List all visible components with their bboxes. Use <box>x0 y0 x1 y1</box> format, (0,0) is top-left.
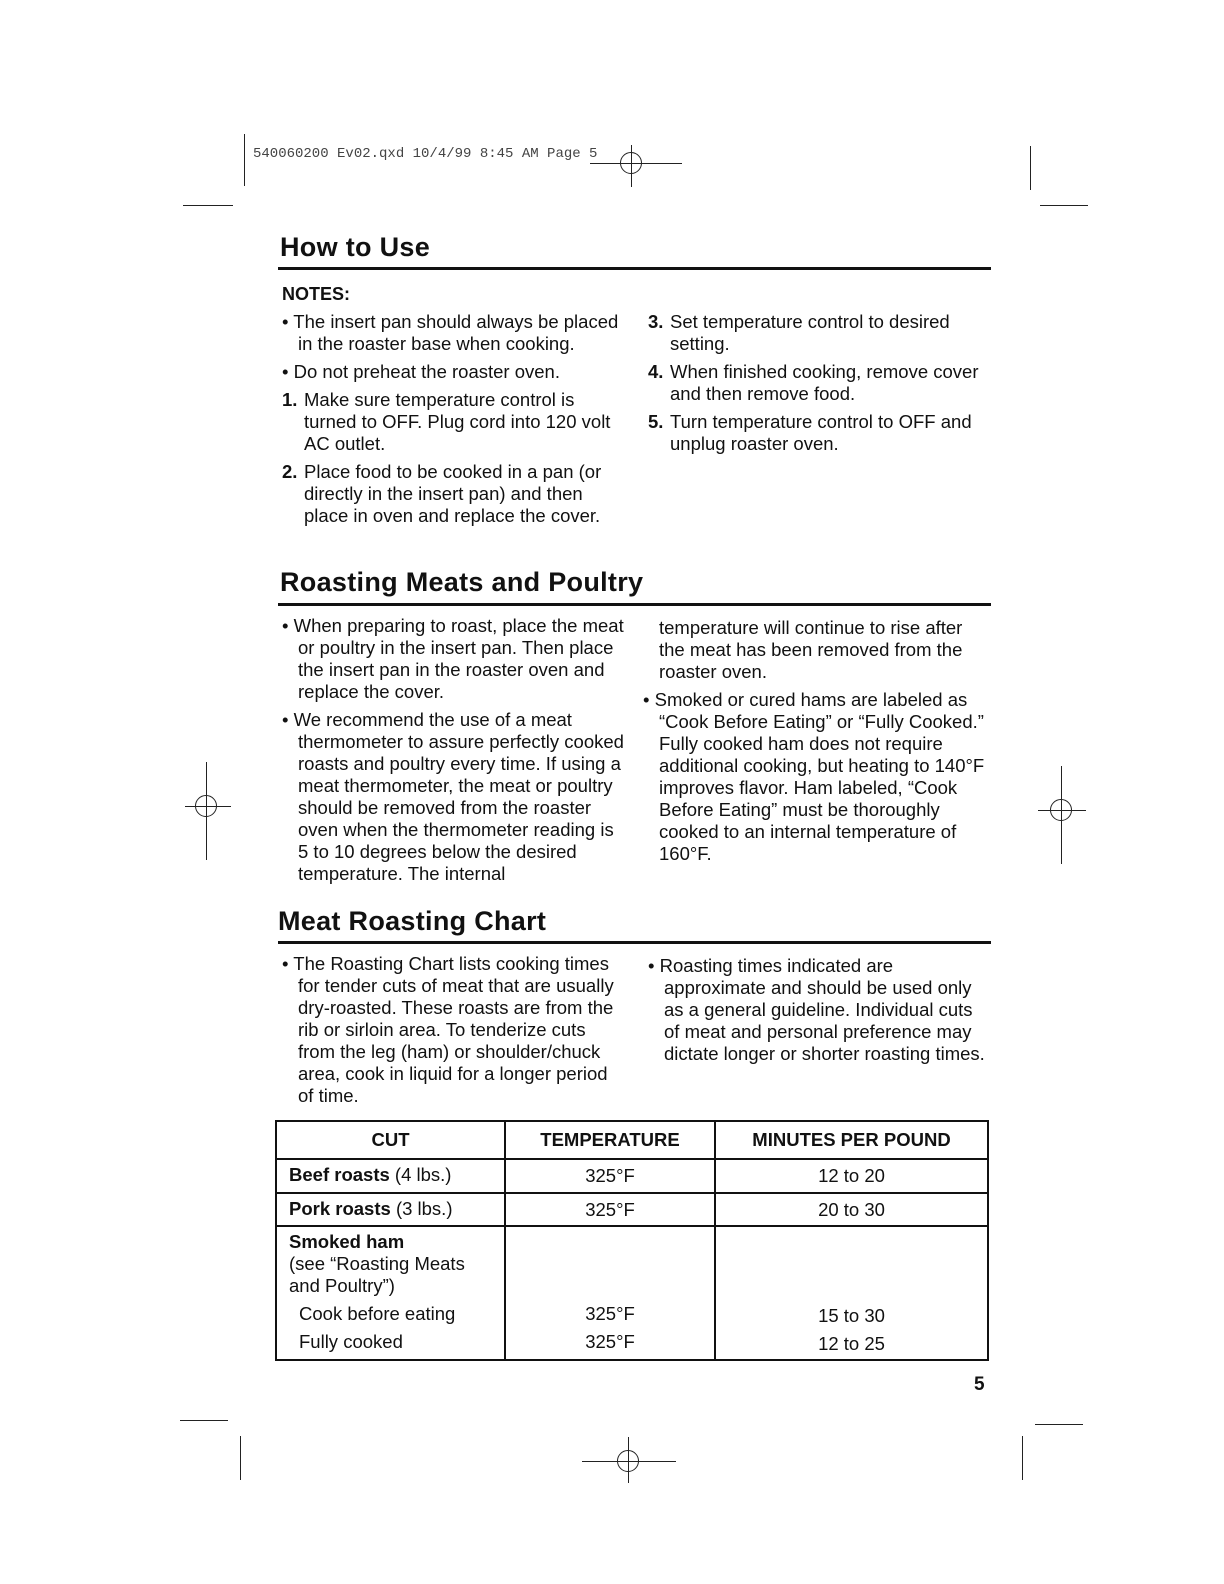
minutes-value: 15 to 30 <box>818 1305 885 1326</box>
column-header: MINUTES PER POUND <box>715 1121 988 1159</box>
continued-text: temperature will continue to rise after the meat has been removed from the roaster oven. <box>659 617 963 682</box>
roasting-chart-table <box>275 1120 989 1361</box>
how-to-use-left-column <box>282 283 622 533</box>
section-heading-roasting: Roasting Meats and Poultry <box>280 567 644 597</box>
cut-cell <box>276 1193 505 1226</box>
bullet-item: • When preparing to roast, place the meat or poultry in the insert pan. Then place the insert pan in the roaster oven and replace the cover. <box>282 615 624 702</box>
minutes-cell <box>715 1226 988 1360</box>
minutes-cell: 12 to 20 <box>715 1159 988 1193</box>
crop-mark <box>1030 146 1031 190</box>
crop-mark <box>1035 1424 1083 1425</box>
note-text: The insert pan should always be placed in the roaster base when cooking. <box>293 311 619 354</box>
how-to-use-right-column <box>648 311 988 461</box>
cut-name: Pork roasts <box>289 1198 391 1219</box>
crop-mark <box>180 1420 228 1421</box>
step-item <box>282 461 622 527</box>
step-number: 3. <box>648 311 664 332</box>
roasting-left-column <box>282 615 627 891</box>
step-text: Make sure temperature control is turned to OFF. Plug cord into 120 volt AC outlet. <box>304 389 611 454</box>
registration-circle-icon <box>195 795 217 817</box>
step-text: Turn temperature control to OFF and unplug roaster oven. <box>670 411 972 454</box>
section-heading-chart: Meat Roasting Chart <box>278 906 547 936</box>
step-text: Set temperature control to desired setting. <box>670 311 950 354</box>
table-row <box>276 1226 988 1360</box>
table-header-row <box>276 1121 988 1159</box>
cut-weight: (4 lbs.) <box>394 1164 452 1185</box>
temperature-value: 325°F <box>585 1331 635 1352</box>
registration-circle-icon <box>1050 799 1072 821</box>
temperature-value: 325°F <box>585 1303 635 1324</box>
cut-cell <box>276 1159 505 1193</box>
step-text: When finished cooking, remove cover and then remove food. <box>670 361 979 404</box>
step-number: 1. <box>282 389 298 410</box>
column-header: CUT <box>276 1121 505 1159</box>
page-number: 5 <box>974 1374 985 1395</box>
heading-rule <box>278 267 991 270</box>
heading-rule <box>278 941 991 944</box>
minutes-cell: 20 to 30 <box>715 1193 988 1226</box>
minutes-value: 12 to 25 <box>818 1333 885 1354</box>
bullet-text: When preparing to roast, place the meat or poultry in the insert pan. Then place the insert pan in the roaster oven and replace the cover. <box>293 615 624 702</box>
step-item <box>648 411 988 455</box>
notes-label: NOTES: <box>282 284 351 304</box>
bullet-item: • We recommend the use of a meat thermometer to assure perfectly cooked roasts and poultry every time. If using a meat thermometer, the meat or poultry should be removed from the roaster oven when the thermometer reading is 5 to 10 degrees below the desired temperature. The internal <box>282 709 624 884</box>
step-item <box>282 389 622 455</box>
crop-mark <box>1022 1436 1023 1480</box>
bullet-text: Smoked or cured hams are labeled as “Cook Before Eating” or “Fully Cooked.” Fully cooked ham does not require additional cooking, but heating to 140°F improves flavor. Ham labeled, “Cook Before Eating” must be thoroughly cooked to an internal temperature of 160°F. <box>654 689 985 864</box>
bullet-text: Roasting times indicated are approximate and should be used only as a general guideline. Individual cuts of meat and personal preference may dictate longer or shorter roasting times. <box>659 955 985 1064</box>
section-heading-how-to-use: How to Use <box>280 232 431 262</box>
bullet-item: • The Roasting Chart lists cooking times for tender cuts of meat that are usually dry-roasted. These roasts are from the rib or sirloin area. To tenderize cuts from the leg (ham) or shoulder/chuck area, cook in liquid for a longer period of time. <box>282 953 614 1106</box>
roasting-right-column <box>643 617 988 871</box>
sub-cut: Cook before eating <box>299 1303 456 1324</box>
cut-name: Smoked ham <box>289 1231 405 1252</box>
column-header: TEMPERATURE <box>505 1121 715 1159</box>
table-row <box>276 1159 988 1193</box>
registration-circle-icon <box>617 1450 639 1472</box>
sub-cut: Fully cooked <box>299 1331 403 1352</box>
cut-weight: (3 lbs.) <box>395 1198 453 1219</box>
crop-mark <box>244 134 245 186</box>
bullet-text: We recommend the use of a meat thermometer to assure perfectly cooked roasts and poultry every time. If using a meat thermometer, the meat or poultry should be removed from the roaster oven when the thermometer reading is 5 to 10 degrees below the desired temperature. The internal <box>293 709 624 884</box>
table-row <box>276 1193 988 1226</box>
crop-mark <box>240 1436 241 1480</box>
crop-mark <box>1040 205 1088 206</box>
note-item: • Do not preheat the roaster oven. <box>282 361 560 382</box>
temperature-cell <box>505 1226 715 1360</box>
step-number: 4. <box>648 361 664 382</box>
note-item: • The insert pan should always be placed in the roaster base when cooking. <box>282 311 619 354</box>
chart-left-column <box>282 953 622 1113</box>
step-number: 5. <box>648 411 664 432</box>
chart-right-column <box>648 955 993 1071</box>
step-number: 2. <box>282 461 298 482</box>
step-item <box>648 311 988 355</box>
bullet-item: • Smoked or cured hams are labeled as “Cook Before Eating” or “Fully Cooked.” Fully cooked ham does not require additional cooking, but heating to 140°F improves flavor. Ham labeled, “Cook Before Eating” must be thoroughly cooked to an internal temperature of 160°F. <box>643 689 985 864</box>
temperature-cell: 325°F <box>505 1159 715 1193</box>
bullet-text: The Roasting Chart lists cooking times for tender cuts of meat that are usually dry-roasted. These roasts are from the rib or sirloin area. To tenderize cuts from the leg (ham) or shoulder/chuck area, cook in liquid for a longer period of time. <box>293 953 614 1106</box>
note-text: Do not preheat the roaster oven. <box>293 361 560 382</box>
registration-circle-icon <box>620 152 642 174</box>
crop-mark <box>183 205 233 206</box>
step-item <box>648 361 988 405</box>
cut-name: Beef roasts <box>289 1164 390 1185</box>
temperature-cell: 325°F <box>505 1193 715 1226</box>
cut-cell <box>276 1226 505 1360</box>
print-slug: 540060200 Ev02.qxd 10/4/99 8:45 AM Page 5 <box>253 146 598 162</box>
step-text: Place food to be cooked in a pan (or directly in the insert pan) and then place in oven and replace the cover. <box>304 461 602 526</box>
cut-note: (see “Roasting Meats and Poultry”) <box>289 1253 465 1296</box>
bullet-item: • Roasting times indicated are approximate and should be used only as a general guideline. Individual cuts of meat and personal preference may dictate longer or shorter roasting times. <box>648 955 985 1064</box>
heading-rule <box>278 603 991 606</box>
